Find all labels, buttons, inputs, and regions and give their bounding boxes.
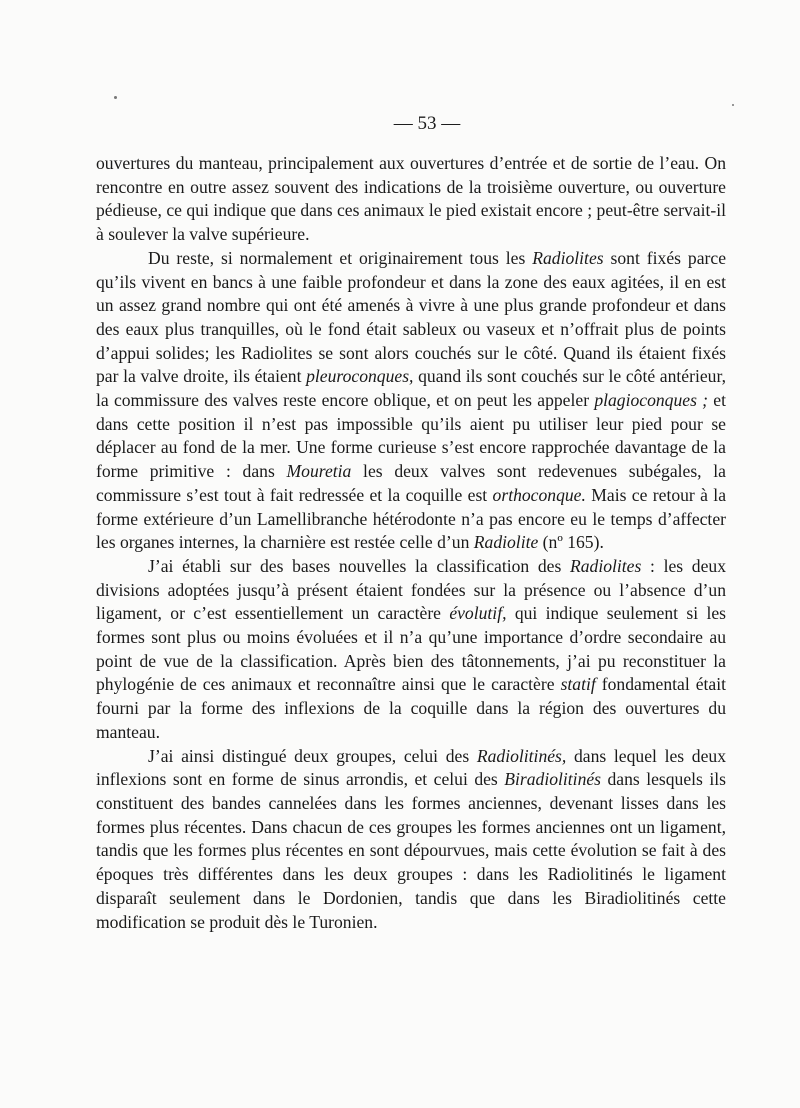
italic-term: Biradiolitinés	[504, 769, 602, 790]
text-run: : les deux divisions adoptées jusqu’à présent étaient fondées sur la présence ou l’absence d’un ligament, or c’est essentiellement un caractère	[96, 555, 726, 624]
text-run: (nº 165).	[538, 532, 604, 553]
paragraph	[96, 555, 726, 745]
italic-term: Radiolites	[532, 247, 604, 268]
italic-term: orthoconque.	[492, 484, 586, 505]
text-run: qui indique seulement si les formes sont plus ou moins évoluées et il n’a qu’une importance d’ordre secondaire au point de vue de la classification. Après bien des tâtonnements, j’ai pu reconstituer la phylogénie de ces animaux et reconnaître ainsi que le caractère	[96, 603, 726, 695]
italic-term: évolutif,	[449, 603, 507, 624]
text-run: et dans cette position il n’est pas impossible qu’ils aient pu utiliser leur pied pour se déplacer au fond de la mer. Une forme curieuse s’est encore rapprochée davantage de la forme primitive : dans	[96, 390, 726, 482]
text-run: J’ai établi sur des bases nouvelles la classification des	[148, 555, 570, 576]
italic-term: statif	[560, 674, 596, 695]
paragraph	[96, 152, 726, 247]
paragraph	[96, 745, 726, 935]
text-run: Du reste, si normalement et originairement tous les	[148, 247, 533, 268]
italic-term: Radiolites	[569, 555, 642, 576]
text-run: quand ils sont couchés sur le côté antérieur, la commissure des valves reste encore oblique, et on peut les appeler	[96, 366, 726, 411]
text-run: dans lequel les deux inflexions sont en forme de sinus arrondis, et celui des	[96, 745, 727, 790]
text-run: Mais ce retour à la forme extérieure d’un Lamellibranche hétérodonte n’a pas encore eu le temps d’affecter les organes internes, la charnière est restée celle d’un	[96, 484, 727, 553]
italic-term: plagioconques ;	[594, 390, 709, 411]
text-run: dans lesquels ils constituent des bandes cannelées dans les formes anciennes, devenant lisses dans les formes plus récentes. Dans chacun de ces groupes les formes anciennes ont un ligament, tandis que les formes plus récentes en sont dépourvues, mais cette évolution se fait à des époques très différentes dans les deux groupes : dans les Radiolitinés le ligament disparaît seulement dans le Dordonien, tandis que dans les Biradiolitinés cette modification se produit dès le Turonien.	[96, 769, 726, 932]
italic-term: Mouretia	[286, 461, 352, 482]
scan-speck	[114, 96, 117, 99]
text-run: les deux valves sont redevenues subégales, la commissure s’est tout à fait redressée et la coquille est	[96, 461, 726, 505]
text-run: J’ai ainsi distingué deux groupes, celui des	[148, 745, 477, 766]
text-run: sont fixés parce qu’ils vivent en bancs à une faible profondeur et dans la zone des eaux agitées, il en est un assez grand nombre qui ont été amenés à vivre à une plus grande profondeur et dans des eaux plus tranquilles, où le fond était sableux ou vaseux et n’offrait plus de points d’appui solides; les Radiolites se sont alors couchés sur le côté. Quand ils étaient fixés par la valve droite, ils étaient	[96, 247, 727, 387]
page-number: — 53 —	[393, 113, 461, 134]
italic-term: Radiolitinés,	[476, 745, 567, 766]
body-text	[96, 152, 726, 934]
italic-term: Radiolite	[473, 532, 539, 553]
scan-speck	[732, 104, 734, 106]
italic-term: pleuroconques,	[306, 366, 414, 387]
paragraph	[96, 247, 726, 555]
text-run: ouvertures du manteau, principalement aux ouvertures d’entrée et de sortie de l’eau. On rencontre en outre assez souvent des indications de la troisième ouverture, ou ouverture pédieuse, ce qui indique que dans ces animaux le pied existait encore ; peut-être servait-il à soulever la valve supérieure.	[96, 153, 726, 245]
text-run: fondamental était fourni par la forme des inflexions de la coquille dans la région des ouvertures du manteau.	[96, 674, 727, 742]
